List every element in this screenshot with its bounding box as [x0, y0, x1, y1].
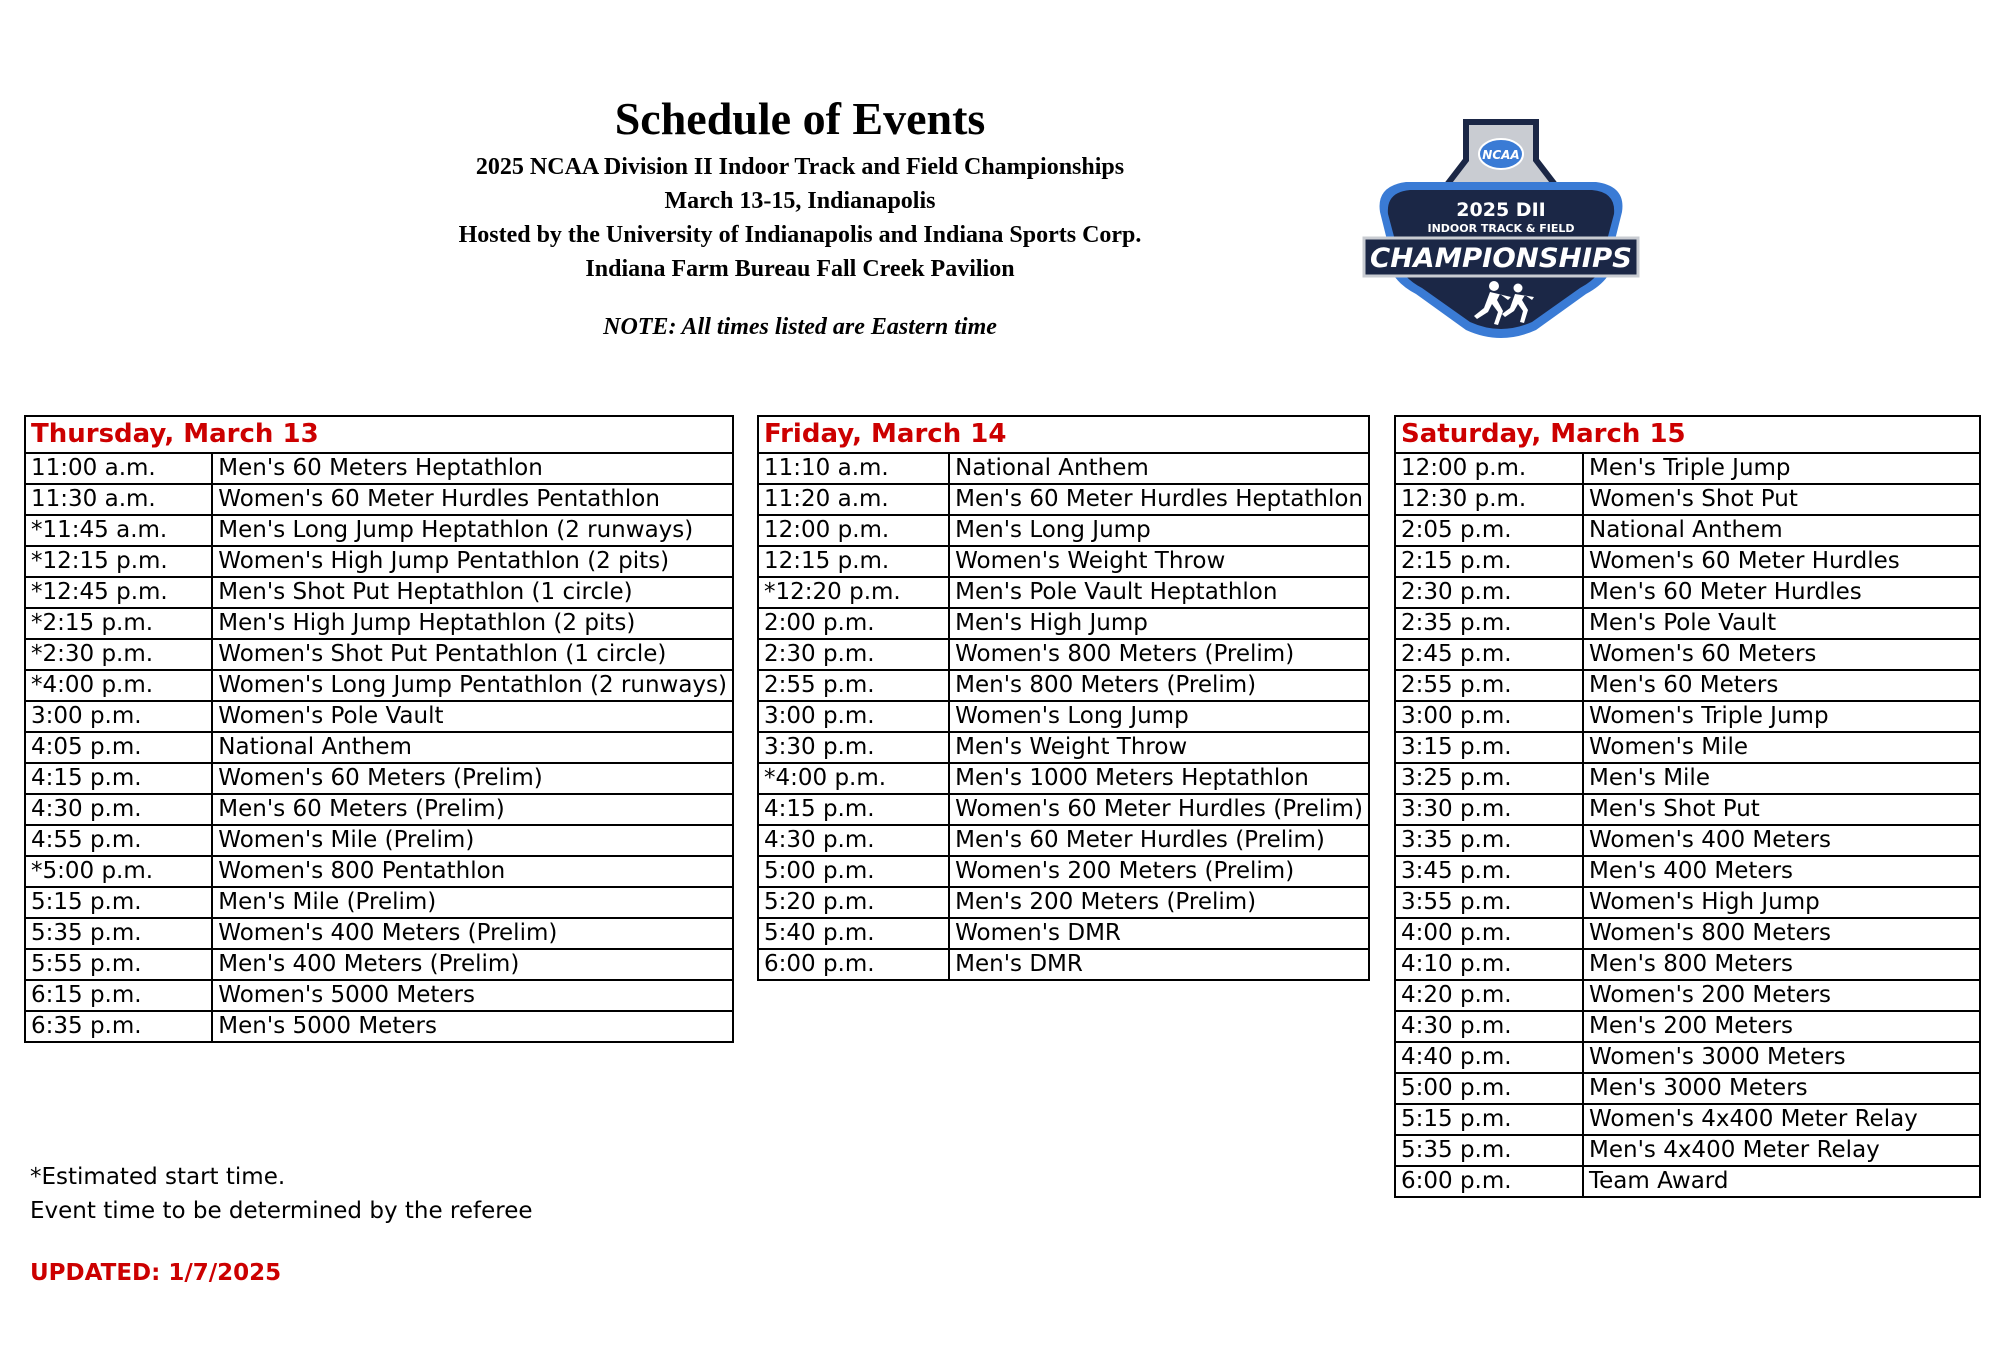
event-name: National Anthem [1583, 515, 1980, 546]
event-name: Men's Long Jump [949, 515, 1369, 546]
table-row [758, 918, 1369, 949]
table-row [25, 453, 733, 484]
event-time: 5:40 p.m. [758, 918, 949, 949]
table-row [1395, 732, 1980, 763]
table-row [1395, 763, 1980, 794]
event-time: 5:35 p.m. [1395, 1135, 1583, 1166]
table-row [1395, 1011, 1980, 1042]
table-row [25, 484, 733, 515]
event-time: 6:35 p.m. [25, 1011, 212, 1042]
table-row [25, 701, 733, 732]
table-row [758, 608, 1369, 639]
table-row [1395, 825, 1980, 856]
table-row [25, 887, 733, 918]
thursday-schedule [24, 415, 734, 1043]
table-row [1395, 515, 1980, 546]
event-time: 3:30 p.m. [1395, 794, 1583, 825]
event-name: Women's Long Jump [949, 701, 1369, 732]
host-line: Hosted by the University of Indianapolis and Indiana Sports Corp. [458, 222, 1142, 248]
table-row [1395, 453, 1980, 484]
event-time: 4:55 p.m. [25, 825, 212, 856]
table-row [1395, 577, 1980, 608]
event-time: 5:00 p.m. [758, 856, 949, 887]
event-name: Women's Weight Throw [949, 546, 1369, 577]
event-time: *12:20 p.m. [758, 577, 949, 608]
event-name: Men's Shot Put [1583, 794, 1980, 825]
event-name: Women's 800 Pentathlon [212, 856, 733, 887]
event-name: Men's High Jump Heptathlon (2 pits) [212, 608, 733, 639]
logo-championships: CHAMPIONSHIPS [1370, 243, 1632, 274]
table-row [758, 453, 1369, 484]
event-name: Women's 60 Meter Hurdles Pentathlon [212, 484, 733, 515]
table-row [1395, 1135, 1980, 1166]
event-name: Men's 60 Meter Hurdles Heptathlon [949, 484, 1369, 515]
table-row [758, 732, 1369, 763]
event-time: 4:30 p.m. [1395, 1011, 1583, 1042]
event-name: Men's Pole Vault [1583, 608, 1980, 639]
event-time: 6:00 p.m. [758, 949, 949, 980]
event-name: Women's 60 Meter Hurdles [1583, 546, 1980, 577]
event-time: 6:00 p.m. [1395, 1166, 1583, 1197]
event-name: Men's 400 Meters (Prelim) [212, 949, 733, 980]
event-time: 3:55 p.m. [1395, 887, 1583, 918]
day-header-row [25, 416, 733, 453]
table-row [1395, 1104, 1980, 1135]
event-name: Women's Mile [1583, 732, 1980, 763]
event-time: 3:15 p.m. [1395, 732, 1583, 763]
schedule-body [25, 416, 733, 1042]
venue-line: Indiana Farm Bureau Fall Creek Pavilion [585, 256, 1015, 282]
table-row [1395, 794, 1980, 825]
table-row [1395, 484, 1980, 515]
event-time: 5:55 p.m. [25, 949, 212, 980]
table-row [758, 825, 1369, 856]
event-time: 5:00 p.m. [1395, 1073, 1583, 1104]
event-time: 2:05 p.m. [1395, 515, 1583, 546]
event-time: *4:00 p.m. [758, 763, 949, 794]
footnote [30, 1160, 533, 1228]
event-name: Men's 200 Meters [1583, 1011, 1980, 1042]
document-header [360, 88, 1240, 341]
table-row [25, 515, 733, 546]
event-time: 11:20 a.m. [758, 484, 949, 515]
event-name: Women's Shot Put Pentathlon (1 circle) [212, 639, 733, 670]
event-name: Men's 4x400 Meter Relay [1583, 1135, 1980, 1166]
event-name: Men's 1000 Meters Heptathlon [949, 763, 1369, 794]
event-time: 5:20 p.m. [758, 887, 949, 918]
event-time: *5:00 p.m. [25, 856, 212, 887]
logo-year: 2025 DII [1456, 199, 1546, 221]
table-row [758, 701, 1369, 732]
event-time: 5:15 p.m. [25, 887, 212, 918]
event-name: Men's 800 Meters [1583, 949, 1980, 980]
friday-schedule [757, 415, 1370, 981]
event-name: Men's Triple Jump [1583, 453, 1980, 484]
table-row [1395, 701, 1980, 732]
table-row [25, 670, 733, 701]
event-time: *12:45 p.m. [25, 577, 212, 608]
table-row [25, 918, 733, 949]
table-row [25, 639, 733, 670]
event-time: 3:00 p.m. [1395, 701, 1583, 732]
event-name: Men's Mile (Prelim) [212, 887, 733, 918]
event-name: Women's 60 Meter Hurdles (Prelim) [949, 794, 1369, 825]
event-time: 2:15 p.m. [1395, 546, 1583, 577]
event-time: *2:15 p.m. [25, 608, 212, 639]
table-row [1395, 1042, 1980, 1073]
event-time: 12:30 p.m. [1395, 484, 1583, 515]
event-name: Men's 400 Meters [1583, 856, 1980, 887]
event-name: Women's 4x400 Meter Relay [1583, 1104, 1980, 1135]
event-time: *4:00 p.m. [25, 670, 212, 701]
event-time: 4:15 p.m. [25, 763, 212, 794]
event-name: Women's Shot Put [1583, 484, 1980, 515]
event-time: 11:30 a.m. [25, 484, 212, 515]
event-name: Women's High Jump [1583, 887, 1980, 918]
event-name: Men's Long Jump Heptathlon (2 runways) [212, 515, 733, 546]
table-row [25, 856, 733, 887]
event-name: Women's 400 Meters (Prelim) [212, 918, 733, 949]
event-time: 4:30 p.m. [758, 825, 949, 856]
event-name: Women's Mile (Prelim) [212, 825, 733, 856]
event-name: Men's High Jump [949, 608, 1369, 639]
estimated-note: *Estimated start time. [30, 1164, 286, 1190]
event-time: 2:30 p.m. [1395, 577, 1583, 608]
event-time: 3:00 p.m. [758, 701, 949, 732]
event-name: Women's DMR [949, 918, 1369, 949]
event-name: Women's 60 Meters [1583, 639, 1980, 670]
event-time: 11:10 a.m. [758, 453, 949, 484]
event-name: Men's DMR [949, 949, 1369, 980]
table-row [25, 608, 733, 639]
table-row [1395, 980, 1980, 1011]
updated-date: UPDATED: 1/7/2025 [30, 1260, 282, 1286]
event-name: Women's 60 Meters (Prelim) [212, 763, 733, 794]
event-time: 3:35 p.m. [1395, 825, 1583, 856]
event-time: 2:35 p.m. [1395, 608, 1583, 639]
event-time: *11:45 a.m. [25, 515, 212, 546]
event-time: 12:00 p.m. [1395, 453, 1583, 484]
event-name: Women's 800 Meters [1583, 918, 1980, 949]
table-row [25, 577, 733, 608]
event-name: Men's 60 Meter Hurdles (Prelim) [949, 825, 1369, 856]
event-name: Women's Long Jump Pentathlon (2 runways) [212, 670, 733, 701]
event-time: 6:15 p.m. [25, 980, 212, 1011]
event-name: Women's 5000 Meters [212, 980, 733, 1011]
event-time: 4:40 p.m. [1395, 1042, 1583, 1073]
event-name: Women's 3000 Meters [1583, 1042, 1980, 1073]
event-time: 4:10 p.m. [1395, 949, 1583, 980]
event-name: National Anthem [949, 453, 1369, 484]
event-time: 4:05 p.m. [25, 732, 212, 763]
event-name: Women's 200 Meters [1583, 980, 1980, 1011]
event-name: Women's 800 Meters (Prelim) [949, 639, 1369, 670]
event-time: *12:15 p.m. [25, 546, 212, 577]
event-time: 3:45 p.m. [1395, 856, 1583, 887]
table-row [758, 763, 1369, 794]
schedule-body [1395, 416, 1980, 1197]
event-time: 12:15 p.m. [758, 546, 949, 577]
event-time: 4:20 p.m. [1395, 980, 1583, 1011]
event-name: Women's 400 Meters [1583, 825, 1980, 856]
table-row [1395, 546, 1980, 577]
table-row [25, 1011, 733, 1042]
event-time: *2:30 p.m. [25, 639, 212, 670]
event-time: 2:30 p.m. [758, 639, 949, 670]
event-time: 11:00 a.m. [25, 453, 212, 484]
table-row [25, 825, 733, 856]
event-name: Team Award [1583, 1166, 1980, 1197]
day-title: Friday, March 14 [758, 416, 1369, 453]
event-name: Men's 800 Meters (Prelim) [949, 670, 1369, 701]
event-name: Men's 5000 Meters [212, 1011, 733, 1042]
table-row [25, 546, 733, 577]
event-name: Men's 200 Meters (Prelim) [949, 887, 1369, 918]
event-name: Women's Pole Vault [212, 701, 733, 732]
referee-note: Event time to be determined by the referee [30, 1198, 533, 1224]
event-name: Men's Weight Throw [949, 732, 1369, 763]
day-title: Thursday, March 13 [25, 416, 733, 453]
table-row [25, 794, 733, 825]
championships-logo [1358, 116, 1644, 346]
event-name: Men's 60 Meters [1583, 670, 1980, 701]
event-time: 4:00 p.m. [1395, 918, 1583, 949]
event-time: 3:30 p.m. [758, 732, 949, 763]
event-name: Women's High Jump Pentathlon (2 pits) [212, 546, 733, 577]
table-row [1395, 1073, 1980, 1104]
table-row [1395, 918, 1980, 949]
event-name: Men's Mile [1583, 763, 1980, 794]
table-row [1395, 1166, 1980, 1197]
table-row [25, 980, 733, 1011]
table-row [1395, 670, 1980, 701]
table-row [758, 577, 1369, 608]
table-row [25, 763, 733, 794]
table-row [1395, 608, 1980, 639]
schedule-body [758, 416, 1369, 980]
table-row [758, 515, 1369, 546]
table-row [758, 949, 1369, 980]
table-row [758, 484, 1369, 515]
table-row [25, 949, 733, 980]
event-name: Women's 200 Meters (Prelim) [949, 856, 1369, 887]
table-row [1395, 856, 1980, 887]
table-row [758, 794, 1369, 825]
table-row [758, 639, 1369, 670]
event-time: 2:55 p.m. [758, 670, 949, 701]
table-row [758, 856, 1369, 887]
table-row [758, 887, 1369, 918]
event-time: 2:45 p.m. [1395, 639, 1583, 670]
event-name: National Anthem [212, 732, 733, 763]
event-name: Men's 60 Meter Hurdles [1583, 577, 1980, 608]
table-row [1395, 639, 1980, 670]
event-name: Women's Triple Jump [1583, 701, 1980, 732]
table-row [758, 546, 1369, 577]
event-name: Men's 60 Meters Heptathlon [212, 453, 733, 484]
event-time: 4:15 p.m. [758, 794, 949, 825]
saturday-schedule [1394, 415, 1981, 1198]
table-row [1395, 949, 1980, 980]
event-name: Men's 3000 Meters [1583, 1073, 1980, 1104]
day-header-row [1395, 416, 1980, 453]
day-header-row [758, 416, 1369, 453]
table-row [25, 732, 733, 763]
event-dates: March 13-15, Indianapolis [664, 188, 936, 214]
event-time: 4:30 p.m. [25, 794, 212, 825]
event-name: Men's Shot Put Heptathlon (1 circle) [212, 577, 733, 608]
table-row [1395, 887, 1980, 918]
timezone-note: NOTE: All times listed are Eastern time [603, 314, 997, 340]
event-name: Men's Pole Vault Heptathlon [949, 577, 1369, 608]
event-time: 3:00 p.m. [25, 701, 212, 732]
event-time: 5:15 p.m. [1395, 1104, 1583, 1135]
ncaa-badge-text: NCAA [1482, 148, 1520, 162]
event-time: 5:35 p.m. [25, 918, 212, 949]
event-name: Men's 60 Meters (Prelim) [212, 794, 733, 825]
event-time: 2:55 p.m. [1395, 670, 1583, 701]
page-title: Schedule of Events [614, 93, 986, 144]
table-row [758, 670, 1369, 701]
championship-name: 2025 NCAA Division II Indoor Track and Field Championships [475, 154, 1125, 180]
logo-subtitle: INDOOR TRACK & FIELD [1427, 222, 1575, 235]
event-time: 3:25 p.m. [1395, 763, 1583, 794]
day-title: Saturday, March 15 [1395, 416, 1980, 453]
event-time: 2:00 p.m. [758, 608, 949, 639]
event-time: 12:00 p.m. [758, 515, 949, 546]
